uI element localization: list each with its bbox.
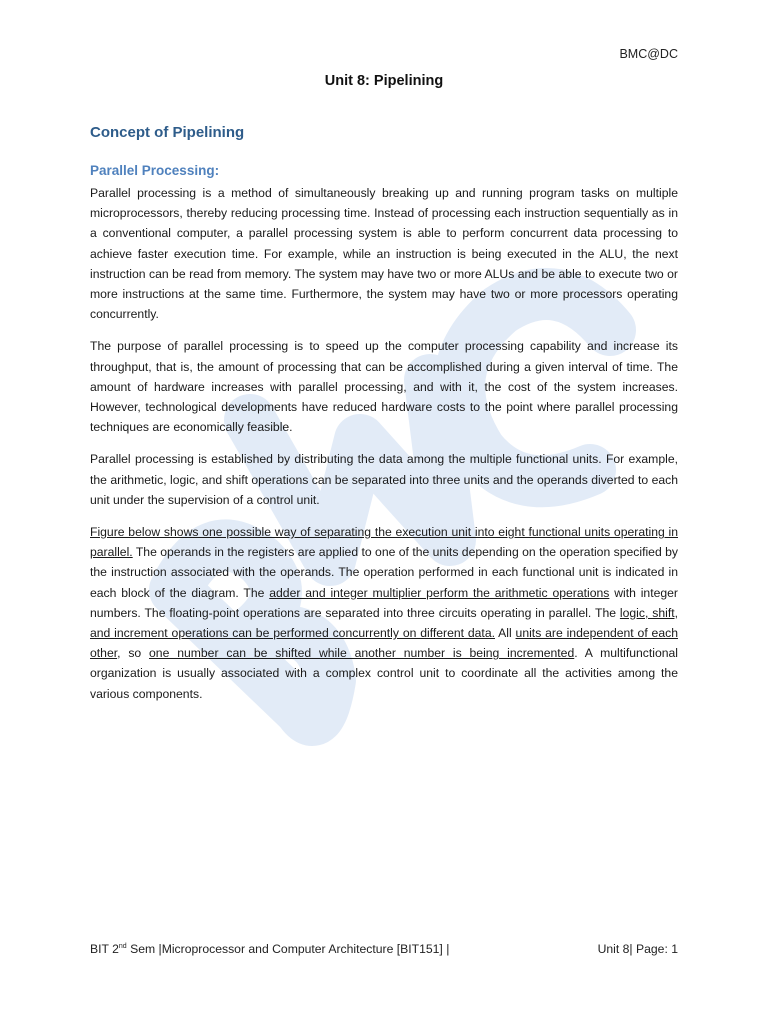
footer-page-number: Unit 8| Page: 1 — [597, 942, 678, 956]
footer-course — [90, 942, 449, 956]
underlined-text: one number can be shifted while another number is being incremented — [149, 646, 575, 661]
text-span: . A multifunctional organization is usually associated with a complex control unit to coordinate all the activities among the various components. — [90, 646, 678, 701]
paragraph-4 — [90, 522, 678, 704]
footer-sup: nd — [118, 942, 127, 950]
paragraph-1: Parallel processing is a method of simultaneously breaking up and running program tasks on multiple microprocessors, thereby reducing processing time. Instead of processing each instruction sequentially as in a conventional computer, a parallel processing system is able to perform concurrent data processing to achieve faster execution time. For example, while an instruction is being executed in the ALU, the next instruction can be read from memory. The system may have two or more ALUs and be able to execute two or more instructions at the same time. Furthermore, the system may have two or more processors operating concurrently. — [90, 186, 678, 322]
text-span: , so — [117, 646, 150, 661]
footer-prefix: BIT 2 — [90, 942, 119, 956]
underlined-text: adder and integer multiplier perform the arithmetic operations — [269, 585, 610, 600]
paragraph-3: Parallel processing is established by distributing the data among the multiple functional units. For example, the arithmetic, logic, and shift operations can be separated into three units and the operands diverted to each unit under the supervision of a control unit. — [90, 452, 678, 507]
paragraph-2: The purpose of parallel processing is to speed up the computer processing capability and increase its throughput, that is, the amount of processing that can be accomplished during a given interval of time. The amount of hardware increases with parallel processing, and with it, the cost of the system increases. However, technological developments have reduced hardware costs to the point where parallel processing techniques are economically feasible. — [90, 339, 678, 435]
text-span: All — [494, 626, 516, 641]
text-span: The operands in the registers are applied to one of the units depending on the operation specified by the instruction associated with the operands. The operation performed in each functional unit is indicated in each block of the diagram. The — [90, 545, 678, 600]
body-text — [90, 183, 678, 716]
text-span: with integer numbers. The floating-point operations are separated into three circuits operating in parallel. The — [90, 585, 678, 620]
footer-suffix: Sem |Microprocessor and Computer Architecture [BIT151] | — [126, 942, 450, 956]
underlined-text: units are independent of each other — [90, 626, 678, 661]
header-label: BMC@DC — [619, 47, 678, 61]
page-title: Unit 8: Pipelining — [324, 73, 444, 89]
underlined-text: Figure below shows one possible way of separating the execution unit into eight functional units operating in parallel. — [90, 525, 678, 560]
subsection-heading: Parallel Processing: — [90, 163, 220, 178]
section-heading: Concept of Pipelining — [90, 124, 245, 141]
underlined-text: logic, shift, and increment operations can be performed concurrently on different data. — [90, 605, 678, 641]
